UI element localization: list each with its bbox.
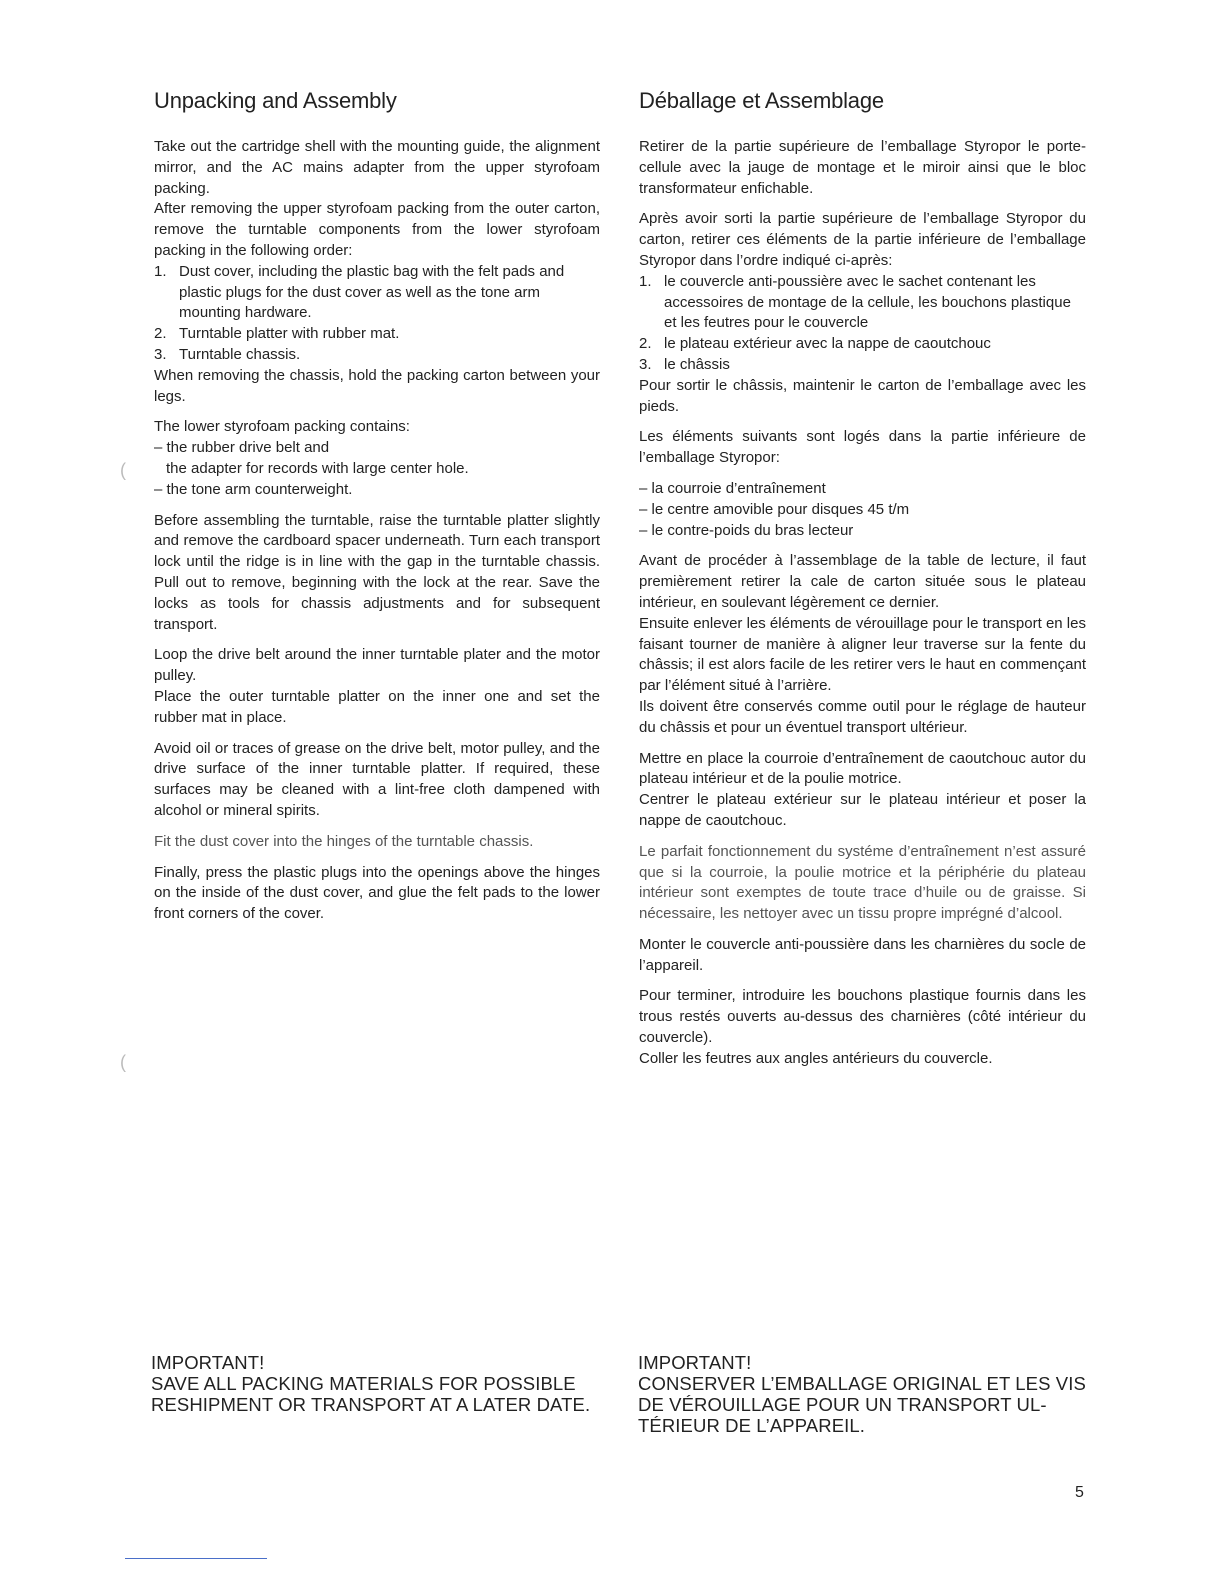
en-paragraph-3: When removing the chassis, hold the packing carton between your legs. <box>154 366 600 405</box>
en-paragraph-4: The lower styrofoam packing contains: <box>154 418 410 436</box>
french-title: Déballage et Assemblage <box>639 88 884 113</box>
fr-paragraph-10: Le parfait fonctionnement du systéme d’entraînement n’est assuré que si la courroie, la poulie motrice et la périphérie du plateau intérieur sont exemptes de toute trace d’huile ou de graisse. Si nécessaire, les nettoyer avec un tissu propre imprégné d’alcool. <box>639 842 1086 923</box>
en-unpack-order-list <box>154 262 600 366</box>
list-item: 2. Turntable platter with rubber mat. <box>154 325 400 343</box>
english-column <box>154 86 600 935</box>
list-item: 3. Turntable chassis. <box>154 345 301 363</box>
important-heading: IMPORTANT! <box>638 1352 752 1373</box>
fr-paragraph-12: Pour terminer, introduire les bouchons plastique fournis dans les trous restés ouverts au-dessus des charnières (côté intérieur du couvercle). <box>639 987 1086 1047</box>
important-line: SAVE ALL PACKING MATERIALS FOR POSSIBLE <box>151 1373 576 1394</box>
fr-contents-list <box>639 479 1086 541</box>
important-line: DE VÉROUILLAGE POUR UN TRANSPORT UL- <box>638 1394 1047 1415</box>
list-item: – la courroie d’entraînement <box>639 479 826 497</box>
fr-paragraph-4: Les éléments suivants sont logés dans la partie inférieure de l’emballage Styropor: <box>639 428 1086 467</box>
page-number: 5 <box>1075 1484 1084 1501</box>
en-contents-list <box>154 438 600 500</box>
list-item: – le centre amovible pour disques 45 t/m <box>639 500 910 518</box>
footer-rule <box>125 1558 267 1559</box>
fr-paragraph-13: Coller les feutres aux angles antérieurs du couvercle. <box>639 1049 993 1067</box>
en-paragraph-2: After removing the upper styrofoam packing from the outer carton, remove the turntable components from the lower styrofoam packing in the following order: <box>154 200 600 259</box>
en-paragraph-10: Finally, press the plastic plugs into the openings above the hinges on the inside of the dust cover, and glue the felt pads to the lower front corners of the cover. <box>154 863 600 923</box>
en-paragraph-6: Loop the drive belt around the inner turntable plater and the motor pulley. <box>154 646 600 685</box>
important-heading: IMPORTANT! <box>151 1352 265 1373</box>
list-item: 2. le plateau extérieur avec la nappe de caoutchouc <box>639 335 991 353</box>
fr-paragraph-1: Retirer de la partie supérieure de l’emballage Styropor le porte-cellule avec la jauge de montage et le miroir ainsi que le bloc transformateur enfichable. <box>639 138 1086 197</box>
scan-mark: ( <box>120 460 126 480</box>
list-item: – the rubber drive belt and <box>154 439 330 457</box>
fr-paragraph-3: Pour sortir le châssis, maintenir le carton de l’emballage avec les pieds. <box>639 376 1086 415</box>
fr-unpack-order-list <box>639 272 1086 376</box>
en-paragraph-1: Take out the cartridge shell with the mounting guide, the alignment mirror, and the AC mains adapter from the upper styrofoam packing. <box>154 138 600 197</box>
important-line: TÉRIEUR DE L’APPAREIL. <box>638 1415 866 1436</box>
en-paragraph-8: Avoid oil or traces of grease on the drive belt, motor pulley, and the drive surface of the inner turntable platter. If required, these surfaces may be cleaned with a lint-free cloth dampened with alcohol or mineral spirits. <box>154 739 600 819</box>
en-paragraph-5: Before assembling the turntable, raise the turntable platter slightly and remove the cardboard spacer underneath. Turn each transport lock until the ridge is in line with the gap in the turntable chassis. Pull out to remove, beginning with the lock at the rear. Save the locks as tools for chassis adjustments and for subsequent transport. <box>154 511 600 633</box>
scan-mark: ( <box>120 1052 126 1072</box>
english-title: Unpacking and Assembly <box>154 88 397 113</box>
en-important-notice <box>151 1352 601 1415</box>
french-column <box>639 86 1086 1080</box>
fr-paragraph-6: Ensuite enlever les éléments de vérouillage pour le transport en les faisant tourner de manière à aligner leur traverse sur la fente du châssis; il est alors facile de les retirer vers le haut en commençant par l’élément situé à l’arrière. <box>639 614 1086 695</box>
important-line: CONSERVER L’EMBALLAGE ORIGINAL ET LES VIS <box>638 1373 1086 1394</box>
fr-paragraph-5: Avant de procéder à l’assemblage de la table de lecture, il faut premièrement retirer la cale de carton située sous le plateau intérieur, en soulevant légèrement ce dernier. <box>639 552 1086 611</box>
list-item: 3. le châssis <box>639 355 730 373</box>
list-item: 1. le couvercle anti-poussière avec le sachet contenant les accessoires de montage de la cellule, les bouchons plastique et les feutres pour le couvercle <box>639 272 1071 332</box>
list-item: – le contre-poids du bras lecteur <box>639 521 854 539</box>
fr-paragraph-11: Monter le couvercle anti-poussière dans les charnières du socle de l’appareil. <box>639 935 1086 974</box>
list-item: the adapter for records with large center hole. <box>166 459 469 477</box>
fr-paragraph-8: Mettre en place la courroie d’entraînement de caoutchouc autor du plateau intérieur et de la poulie motrice. <box>639 749 1086 788</box>
list-item: 1. Dust cover, including the plastic bag with the felt pads and plastic plugs for the dust cover as well as the tone arm mounting hardware. <box>154 262 565 322</box>
list-item: – the tone arm counterweight. <box>154 480 353 498</box>
fr-paragraph-2: Après avoir sorti la partie supérieure de l’emballage Styropor du carton, retirer ces éléments de la partie inférieure de l’emballage Styropor dans l’ordre indiqué ci-après: <box>639 210 1086 269</box>
en-paragraph-9: Fit the dust cover into the hinges of the turntable chassis. <box>154 832 534 850</box>
important-line: RESHIPMENT OR TRANSPORT AT A LATER DATE. <box>151 1394 591 1415</box>
en-paragraph-7: Place the outer turntable platter on the inner one and set the rubber mat in place. <box>154 687 600 726</box>
fr-paragraph-9: Centrer le plateau extérieur sur le plateau intérieur et poser la nappe de caoutchouc. <box>639 791 1086 829</box>
fr-paragraph-7: Ils doivent être conservés comme outil pour le réglage de hauteur du châssis et pour un éventuel transport ultérieur. <box>639 697 1086 736</box>
fr-important-notice <box>638 1352 1086 1436</box>
